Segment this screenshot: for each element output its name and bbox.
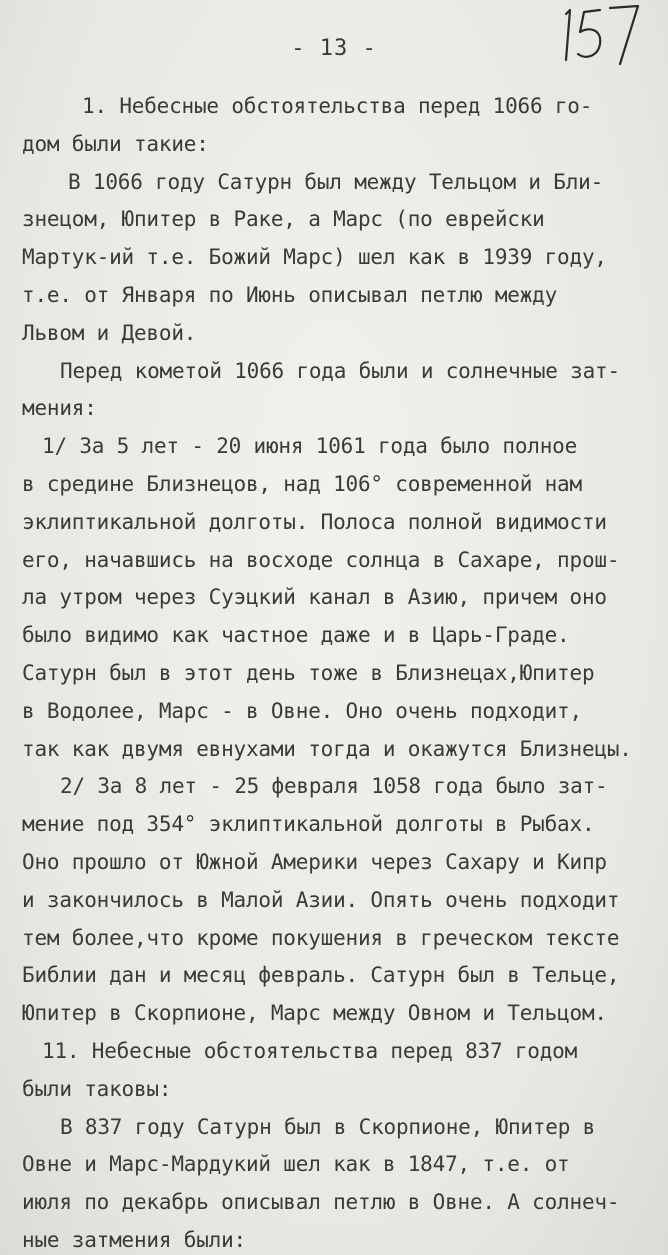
text-line: 1/ За 5 лет - 20 июня 1061 года было полное (42, 434, 578, 459)
text-line: в средине Близнецов, над 106° современной нам (22, 471, 582, 496)
text-line: 11. Небесные обстоятельства перед 837 годом (42, 1038, 578, 1063)
text-line: тем более,что кроме покушения в греческом тексте (22, 925, 620, 950)
text-line: дом были такие: (22, 131, 209, 156)
handwritten-archive-number (556, 0, 646, 70)
text-line: так как двумя евнухами тогда и окажутся Близнецы. (22, 736, 632, 761)
text-line: В 1066 году Сатурн был между Тельцом и Бли- (68, 169, 604, 194)
text-line: 2/ За 8 лет - 25 февраля 1058 года было зат- (60, 774, 608, 799)
text-line: и закончилось в Малой Азии. Опять очень подходит (22, 887, 620, 912)
text-line: Мартук-ий т.е. Божий Марс) шел как в 1939 году, (22, 245, 607, 270)
text-line: мения: (22, 396, 97, 421)
text-line: ные затмения были: (22, 1227, 246, 1252)
text-line: июля по декабрь описывал петлю в Овне. А солнеч- (22, 1190, 620, 1215)
text-line: Львом и Девой. (22, 320, 197, 345)
text-line: т.е. от Января по Июнь описывал петлю между (22, 282, 558, 307)
text-line: его, начавшись на восходе солнца в Сахаре, прош- (22, 547, 620, 572)
text-line: в Водолее, Марс - в Овне. Оно очень подходит, (22, 698, 582, 723)
text-line: 1. Небесные обстоятельства перед 1066 го- (82, 94, 593, 118)
text-line: Юпитер в Скорпионе, Марс между Овном и Тельцом. (22, 1001, 607, 1026)
text-line: было видимо как частное даже и в Царь-Граде. (22, 623, 570, 648)
text-line: знецом, Юпитер в Раке, а Марс (по еврейски (22, 207, 545, 232)
text-line: Перед кометой 1066 года были и солнечные зат- (60, 358, 620, 383)
page-number: - 13 - (291, 36, 377, 61)
typewritten-body (22, 88, 652, 1255)
text-line: Библии дан и месяц февраль. Сатурн был в Тельце, (22, 963, 620, 988)
text-line: мение под 354° эклиптикальной долготы в Рыбах. (22, 812, 595, 837)
text-line: Овне и Марс-Мардукий шел как в 1847, т.е. от (22, 1152, 570, 1177)
text-line: были таковы: (22, 1076, 172, 1101)
text-line: ла утром через Суэцкий канал в Азию, причем оно (22, 585, 607, 610)
text-line: эклиптикальной долготы. Полоса полной видимости (22, 509, 607, 534)
text-line: Оно прошло от Южной Америки через Сахару и Кипр (22, 849, 607, 874)
text-line: В 837 году Сатурн был в Скорпионе, Юпитер в (60, 1114, 596, 1139)
text-line: Сатурн был в этот день тоже в Близнецах,Юпитер (22, 660, 595, 685)
